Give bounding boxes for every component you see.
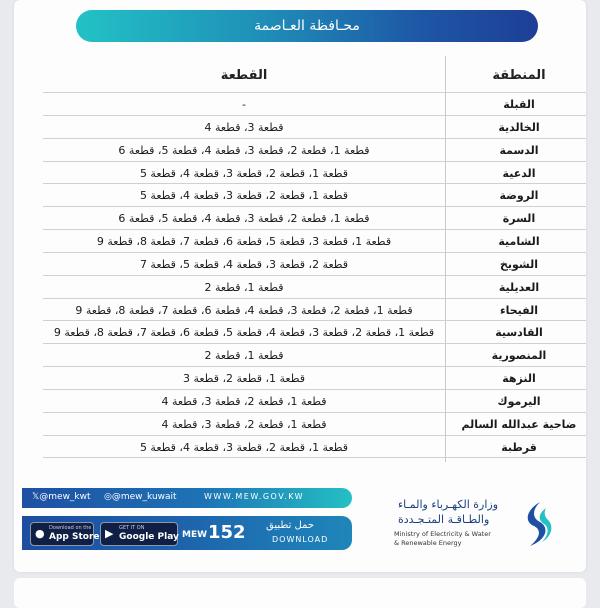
table-row [43, 298, 586, 321]
table-row [43, 320, 586, 343]
region-cell: ضاحية عبدالله السالم [461, 417, 577, 431]
blocks-cell: قطعة 1، قطعة 2، قطعة 3، قطعة 4، قطعة 5، قطعة 6 [118, 212, 370, 226]
table-row [43, 252, 586, 275]
table-row [43, 183, 586, 206]
x-icon: 𝕏 [32, 492, 40, 502]
table-row [43, 435, 586, 458]
blocks-cell: - [242, 98, 246, 111]
download-ar: حمل تطبيق [266, 520, 315, 531]
region-cell: القبلة [503, 98, 535, 111]
blocks-cell: قطعة 3، قطعة 4 [204, 120, 284, 134]
blocks-cell: قطعة 1، قطعة 2، قطعة 3، قطعة 4، قطعة 5 [139, 440, 349, 454]
header-block: القطعة [220, 68, 268, 83]
blocks-cell: قطعة 1، قطعة 2، قطعة 3، قطعة 4، قطعة 6، قطعة 7، قطعة 8، قطعة 9 [75, 303, 413, 317]
apple-icon: ● [35, 527, 45, 540]
instagram-link[interactable]: ◎@mew_kuwait [104, 492, 177, 502]
region-cell: القادسية [495, 326, 543, 340]
table-row [43, 412, 586, 435]
footer [14, 478, 586, 572]
table-row [43, 275, 586, 298]
app-store-button[interactable]: ● Download on the App Store [30, 522, 94, 546]
ministry-logo-icon [520, 500, 554, 550]
ministry-name-ar-1: وزارة الكهـرباء والمـاء [398, 498, 499, 511]
blocks-cell: قطعة 1، قطعة 3، قطعة 5، قطعة 6، قطعة 7، قطعة 8، قطعة 9 [96, 235, 392, 249]
region-cell: اليرموك [497, 394, 541, 408]
region-cell: العديلية [498, 280, 540, 294]
social-bar [22, 488, 352, 508]
blocks-cell: قطعة 1، قطعة 2، قطعة 3، قطعة 4، قطعة 5 [139, 166, 349, 180]
twitter-link[interactable]: 𝕏@mew_kwt [32, 492, 91, 502]
blocks-cell: قطعة 1، قطعة 2، قطعة 3، قطعة 4، قطعة 5 [139, 189, 349, 203]
region-cell: السرة [502, 212, 536, 226]
table-row [43, 161, 586, 184]
region-cell: الدسمة [499, 143, 539, 157]
table-row [43, 366, 586, 389]
download-en: DOWNLOAD [272, 535, 329, 544]
blocks-cell: قطعة 1، قطعة 2، قطعة 3، قطعة 4 [161, 417, 327, 431]
region-cell: الدعية [502, 166, 536, 180]
app-number: 152 [208, 522, 246, 543]
blocks-cell: قطعة 1، قطعة 2 [204, 349, 284, 363]
ministry-name-en-1: Ministry of Electricity & Water [394, 530, 491, 538]
blocks-cell: قطعة 1، قطعة 2، قطعة 3، قطعة 4، قطعة 5، قطعة 6، قطعة 7، قطعة 8، قطعة 9 [53, 326, 435, 340]
page-title: محـافظة العـاصمة [76, 10, 538, 42]
ministry-name-en-2: & Renewable Energy [394, 539, 462, 547]
play-icon: ▶ [105, 527, 114, 540]
table-body [43, 92, 586, 458]
next-card [14, 578, 586, 608]
table-header [43, 56, 586, 92]
region-cell: قرطبة [501, 440, 537, 454]
announcement-card [14, 0, 586, 572]
region-cell: الروضة [499, 189, 539, 203]
blocks-cell: قطعة 2، قطعة 3، قطعة 4، قطعة 5، قطعة 7 [139, 257, 349, 271]
table-row [43, 229, 586, 252]
table-row [43, 115, 586, 138]
region-cell: الخالدية [498, 120, 540, 134]
blocks-cell: قطعة 1، قطعة 2، قطعة 3، قطعة 4، قطعة 5، قطعة 6 [118, 143, 370, 157]
table-row [43, 343, 586, 366]
region-cell: الفيحاء [500, 303, 538, 317]
region-cell: المنصورية [491, 349, 547, 363]
region-cell: الشامية [498, 235, 540, 249]
apps-bar [22, 516, 352, 550]
ministry-name-ar-2: والطـاقـة المتـجـددة [398, 513, 490, 526]
app-prefix: MEW [182, 530, 208, 540]
blocks-cell: قطعة 1، قطعة 2 [204, 280, 284, 294]
table-row [43, 389, 586, 412]
blocks-cell: قطعة 1، قطعة 2، قطعة 3، قطعة 4 [161, 394, 327, 408]
blocks-cell: قطعة 1، قطعة 2، قطعة 3 [182, 372, 306, 386]
table-row [43, 138, 586, 161]
table-row [43, 92, 586, 115]
region-cell: الشويخ [499, 257, 539, 271]
header-region: المنطقة [492, 68, 546, 83]
table-row [43, 206, 586, 229]
google-play-button[interactable]: ▶ GET IT ON Google Play [100, 522, 178, 546]
instagram-icon: ◎ [104, 492, 112, 502]
region-cell: النزهة [502, 372, 536, 386]
website-link[interactable]: WWW.MEW.GOV.KW [204, 492, 305, 501]
